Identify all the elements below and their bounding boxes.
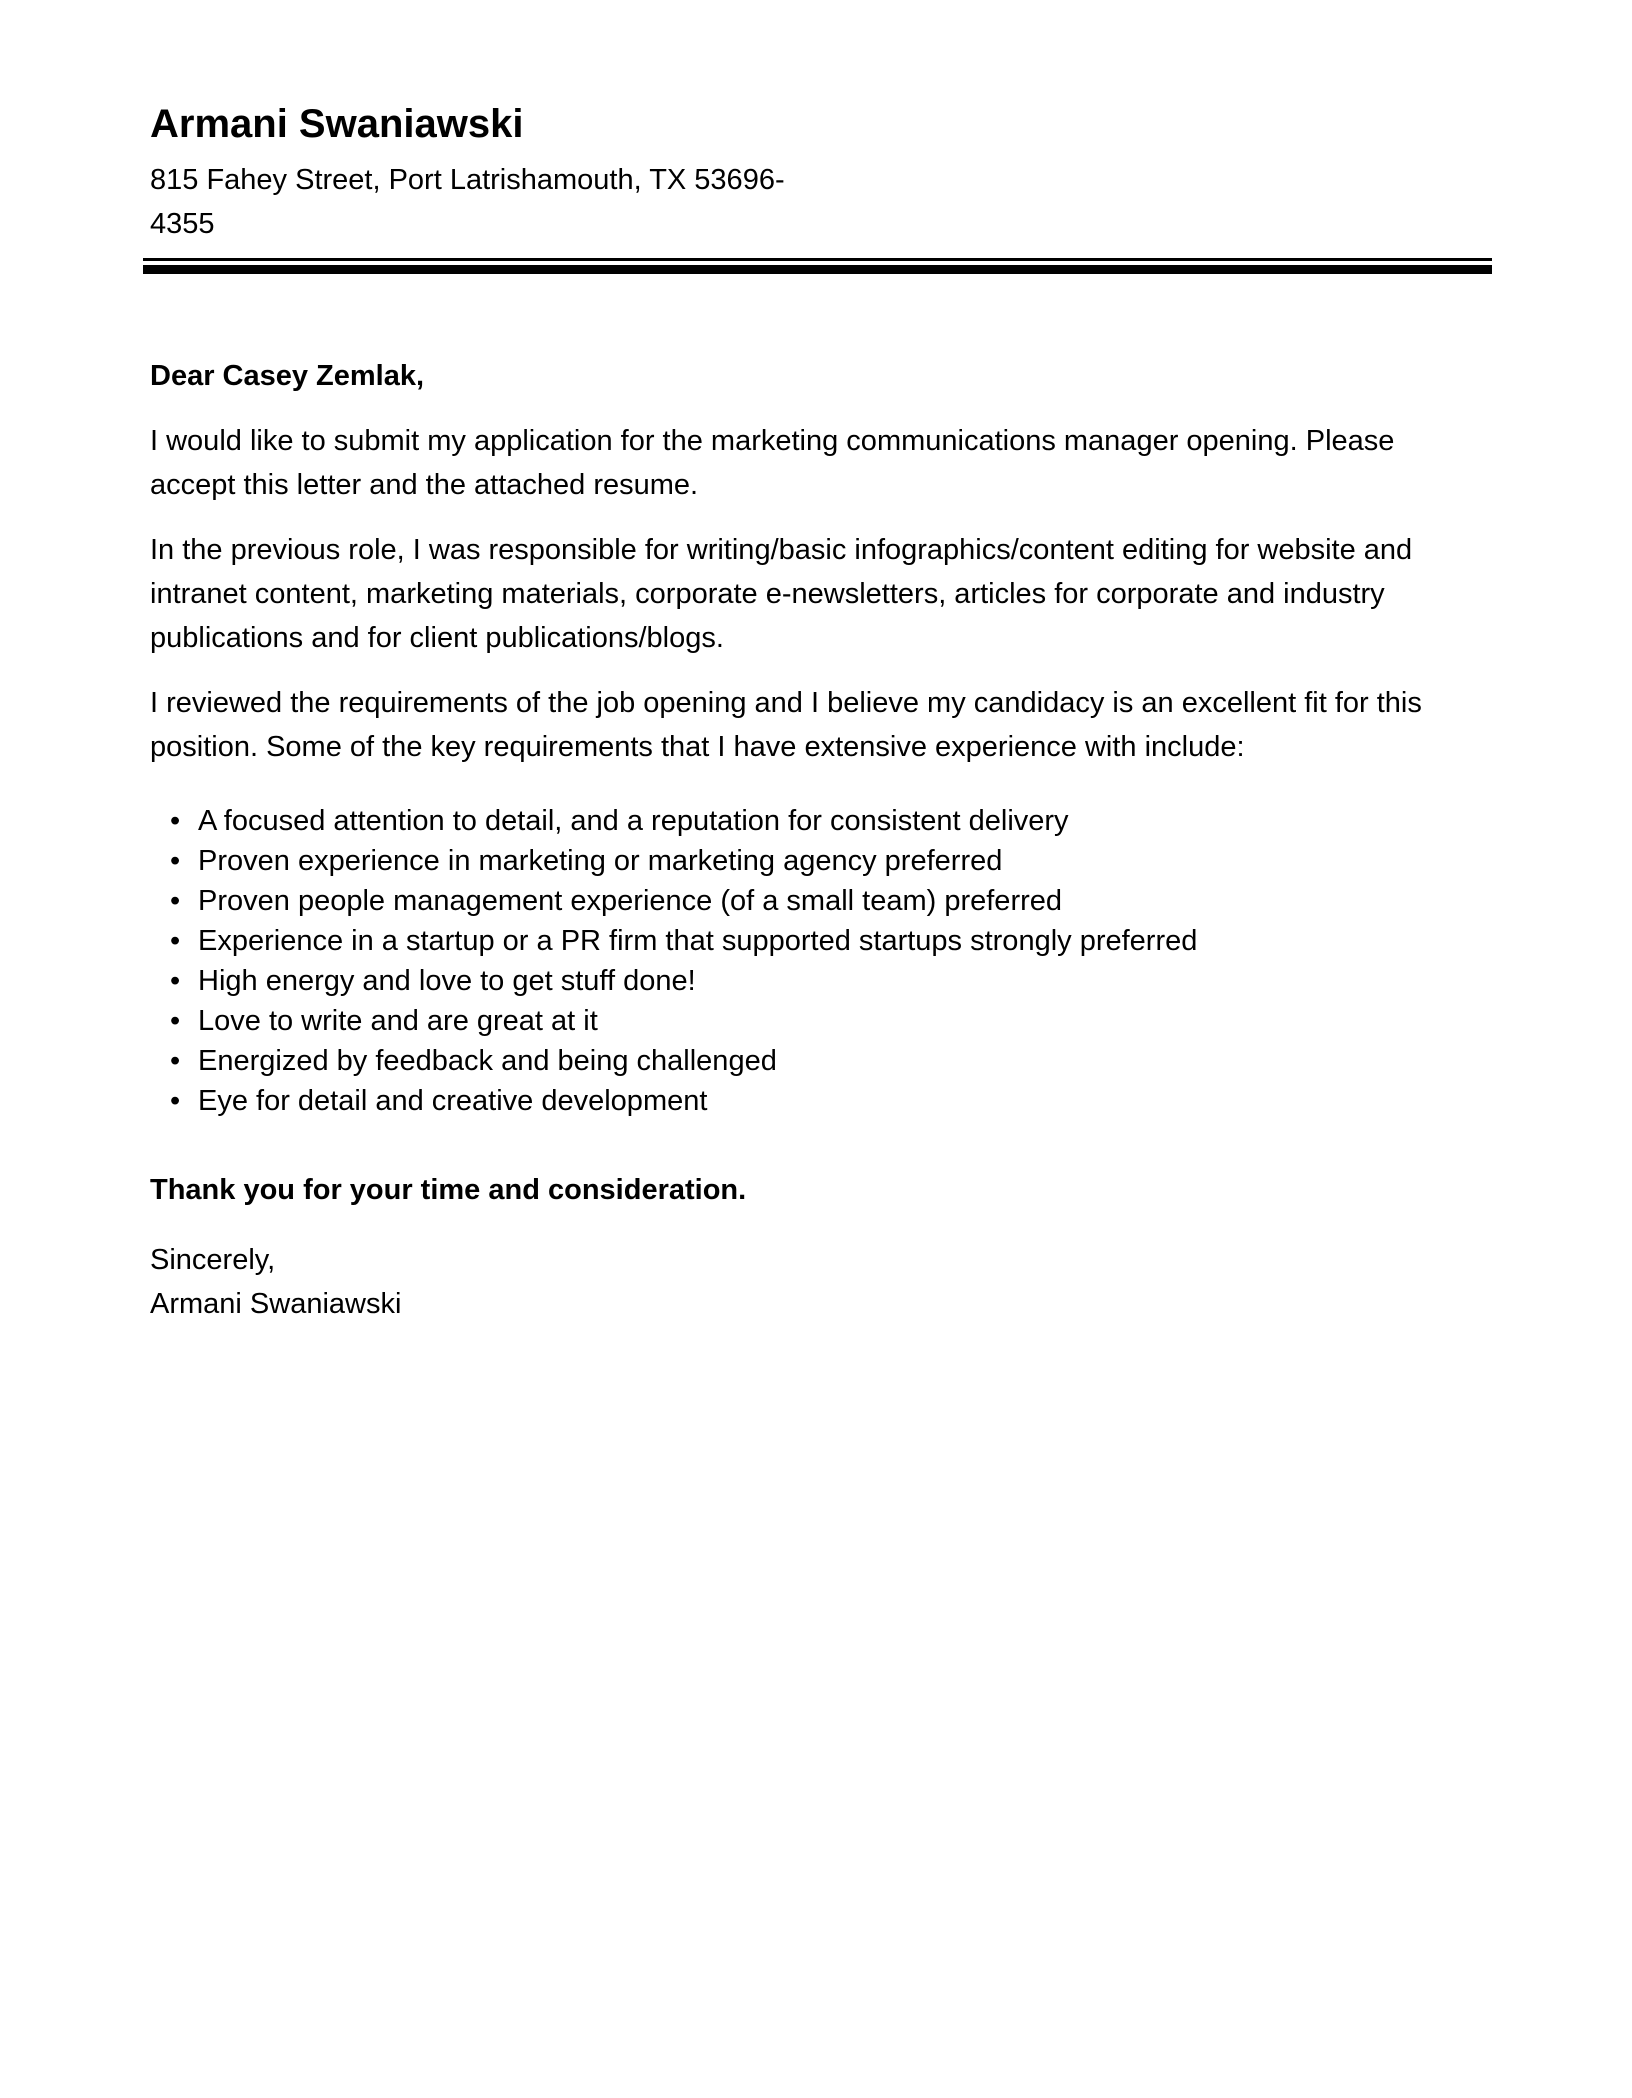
closing-block [150, 1238, 1465, 1326]
header-divider [143, 258, 1492, 274]
sender-address [150, 158, 1465, 246]
signature-name: Armani Swaniawski [150, 1288, 402, 1320]
list-item: • Experience in a startup or a PR firm that supported startups strongly preferred [150, 921, 1465, 961]
list-item: • High energy and love to get stuff done! [150, 961, 1465, 1001]
list-item: • Love to write and are great at it [150, 1001, 1465, 1041]
letter-body [150, 354, 1465, 1326]
address-line-2: 4355 [150, 208, 215, 240]
thank-you-line: Thank you for your time and consideration. [150, 1174, 747, 1206]
closing-word: Sincerely, [150, 1244, 276, 1276]
paragraph: In the previous role, I was responsible for writing/basic infographics/content editing for website and intranet content, marketing materials, corporate e-newsletters, articles for corporate and industry publications and for client publications/blogs. [150, 534, 1413, 654]
list-item: • Energized by feedback and being challenged [150, 1041, 1465, 1081]
salutation: Dear Casey Zemlak, [150, 360, 425, 392]
address-line-1: 815 Fahey Street, Port Latrishamouth, TX 53696- [150, 164, 785, 196]
list-item: • Proven people management experience (of a small team) preferred [150, 881, 1465, 921]
paragraph: I reviewed the requirements of the job opening and I believe my candidacy is an excellent fit for this position. Some of the key requirements that I have extensive experience with include: [150, 687, 1422, 763]
list-item: • A focused attention to detail, and a reputation for consistent delivery [150, 801, 1465, 841]
paragraphs [150, 419, 1465, 769]
list-item: • Proven experience in marketing or marketing agency preferred [150, 841, 1465, 881]
requirements-list [150, 801, 1465, 1121]
list-item: • Eye for detail and creative development [150, 1081, 1465, 1121]
sender-name: Armani Swaniawski [150, 102, 524, 146]
paragraph: I would like to submit my application for the marketing communications manager opening. Please accept this letter and the attached resume. [150, 425, 1395, 501]
